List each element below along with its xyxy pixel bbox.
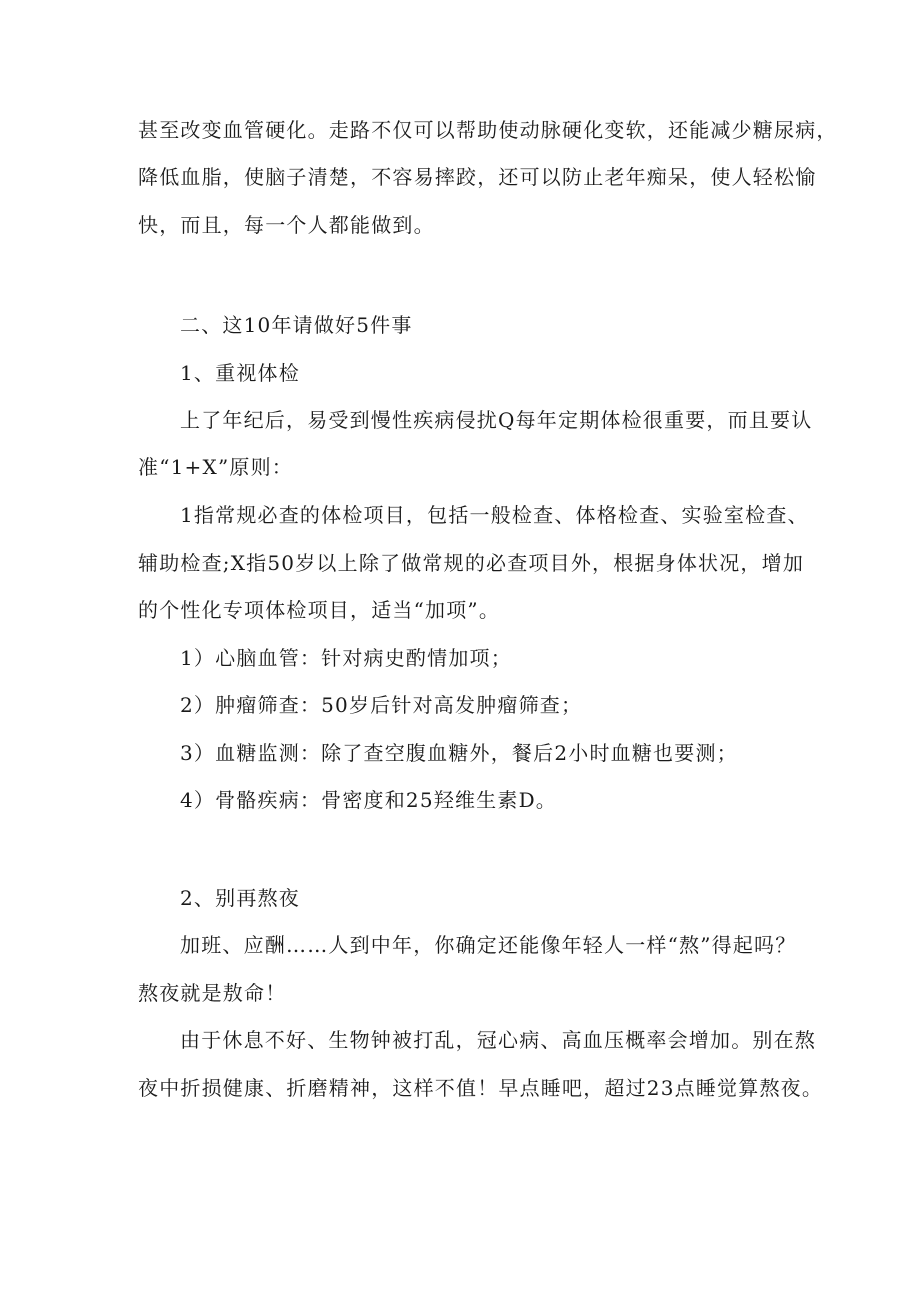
paragraph-line: 辅助检查;X指50岁以上除了做常规的必查项目外，根据身体状况，增加 xyxy=(138,551,805,575)
paragraph-line: 由于休息不好、生物钟被打乱，冠心病、高血压概率会增加。别在熬 xyxy=(180,1028,816,1052)
paragraph-line: 快，而且，每一个人都能做到。 xyxy=(138,213,435,237)
paragraph-line: 甚至改变血管硬化。走路不仅可以帮助使动脉硬化变软，还能减少糖尿病， xyxy=(138,118,838,142)
paragraph-line: 夜中折损健康、折磨精神，这样不值！早点睡吧，超过23点睡觉算熬夜。 xyxy=(138,1076,824,1100)
checklist-item: 3）血糖监测：除了查空腹血糖外，餐后2小时血糖也要测； xyxy=(180,741,738,765)
checklist-item: 2）肿瘤筛查：50岁后针对高发肿瘤筛查； xyxy=(180,693,583,717)
paragraph-line: 1指常规必查的体检项目，包括一般检查、体格检查、实验室检查、 xyxy=(180,503,809,527)
item-heading-health-check: 1、重视体检 xyxy=(180,361,300,385)
paragraph-line: 熬夜就是敖命！ xyxy=(138,981,287,1005)
item-heading-no-late-nights: 2、别再熬夜 xyxy=(180,886,300,910)
paragraph-line: 准“1+X”原则： xyxy=(138,455,293,479)
checklist-item: 1）心脑血管：针对病史酌情加项； xyxy=(180,646,512,670)
section-heading: 二、这10年请做好5件事 xyxy=(180,313,413,337)
paragraph-line: 的个性化专项体检项目，适当“加项”。 xyxy=(138,598,501,622)
paragraph-line: 上了年纪后，易受到慢性疾病侵扰Q每年定期体检很重要，而且要认 xyxy=(180,408,813,432)
paragraph-line: 降低血脂，使脑子清楚，不容易摔跤，还可以防止老年痴呆，使人轻松愉 xyxy=(138,165,817,189)
paragraph-line: 加班、应酬……人到中年，你确定还能像年轻人一样“熬”得起吗？ xyxy=(180,933,797,957)
checklist-item: 4）骨骼疾病：骨密度和25羟维生素D。 xyxy=(180,788,558,812)
